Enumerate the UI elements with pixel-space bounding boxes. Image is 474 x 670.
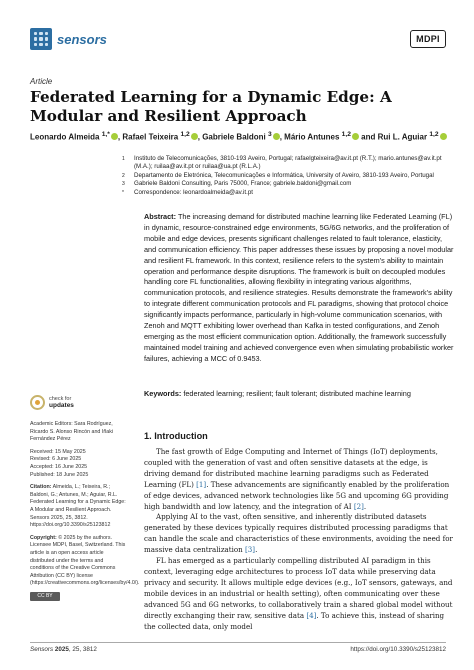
updates-label — [49, 396, 74, 409]
paragraph: Applying AI to the vast, often sensitive, and inherently distributed datasets generated by these devices typically requires distributed processing paradigms that can handle the scale and characteristics of these environments, avoiding the need for massive data centralization [3]. — [144, 512, 453, 555]
paragraph: FL has emerged as a particularly compelling distributed AI paradigm in this context, leveraging edge architectures to process IoT data while preserving data privacy and security. It allows multiple edge devices (e.g., IoT sensors, gateways, and mobile devices in an industrial or health setting), often communicating over these advanced 5G and 6G networks, to collaboratively train a shared global model without directly exchanging their raw, sensitive data [4]. To achieve this, instead of sharing the collected data, only model — [144, 556, 453, 631]
affiliation-number: * — [122, 189, 124, 196]
affiliation-item — [122, 155, 452, 172]
keywords-text: federated learning; resilient; fault tolerant; distributed machine learning — [183, 389, 411, 398]
copyright-text[interactable]: © 2025 by the authors. Licensee MDPI, Basel, Switzerland. This article is an open access article distributed under the terms and conditions of the Creative Commons Attribution (CC BY) license (https://creativecommons.org/licenses/by/4.0/). — [30, 534, 140, 587]
orcid-icon[interactable] — [111, 133, 118, 140]
abstract — [144, 212, 454, 365]
author-affil-sup: 1,* — [101, 131, 110, 138]
published-date: Published: 18 June 2025 — [30, 471, 89, 478]
journal-name: sensors — [57, 31, 107, 47]
affiliation-number: 3 — [122, 181, 125, 188]
author-list: Leonardo Almeida $^{1,*}$ , Rafael Teixeira $^{1,2}$ , Gabriele Baldoni $^3$ , Mário Antunes $^{1,2}$ and Rui L. Aguiar $^{1,2}$ — [30, 129, 450, 143]
check-for-updates-badge[interactable] — [30, 395, 74, 410]
abstract-label: Abstract: — [144, 212, 177, 221]
cc-license-icon[interactable]: CC BY — [30, 592, 60, 601]
received-date: Received: 15 May 2025 — [30, 448, 86, 455]
footer-doi-link[interactable]: https://doi.org/10.3390/s25123812 — [350, 646, 446, 653]
affiliation-text: Departamento de Eletrónica, Telecomunicações e Informática, University of Aveiro, 3810-193 Aveiro, Portugal — [134, 171, 434, 179]
keywords-label: Keywords: — [144, 389, 182, 398]
citation — [30, 484, 128, 530]
author-affil-sup: 1,2 — [341, 131, 351, 138]
footer-citation: Sensors 2025, 25, 3812 — [30, 646, 97, 653]
author-name[interactable]: Rui L. Aguiar — [377, 132, 428, 142]
keywords — [144, 389, 454, 399]
orcid-icon[interactable] — [191, 133, 198, 140]
citation-link[interactable]: [1] — [196, 479, 207, 489]
accepted-date: Accepted: 16 June 2025 — [30, 463, 88, 470]
affiliation-item — [122, 180, 452, 188]
citation-text[interactable]: Almeida, L.; Teixeira, R.; Baldoni, G.; Antunes, M.; Aguiar, R.L. Federated Learning for a Dynamic Edge: A Modular and Resilient Approach. Sensors 2025, 25, 3812. https://doi.org/10.3390/s25123812 — [30, 484, 126, 529]
article-info-sidebar — [30, 421, 140, 601]
affiliation-text: Instituto de Telecomunicações, 3810-193 Aveiro, Portugal; rafaelgteixeira@av.it.pt (R.T.); mario.antunes@av.it.pt (M.A.); ruilaa@av.it.pt or ruilaa@ua.pt (R.L.A.) — [134, 155, 442, 171]
affiliations — [122, 155, 452, 197]
citation-link[interactable]: [3] — [245, 545, 256, 555]
section-heading: 1. Introduction — [144, 431, 208, 441]
author-name[interactable]: Mário Antunes — [284, 132, 340, 142]
citation-link[interactable]: [2] — [353, 501, 364, 511]
paragraph: The fast growth of Edge Computing and Internet of Things (IoT) deployments, coupled with the generation of vast and often sensitive datasets at the edge, is driving demand for distributed machine learning paradigms such as Federated Learning (FL) [1]. These advancements are significantly enabled by the proliferation of edge devices, advanced network technologies like 5G and upcoming 6G providing high bandwidth and low latency, and the integration of AI [2]. — [144, 447, 450, 511]
orcid-icon[interactable] — [273, 133, 280, 140]
citation-link[interactable]: [4] — [306, 610, 317, 620]
copyright-label: Copyright: — [30, 534, 57, 541]
update-check-icon — [30, 395, 45, 410]
journal-logo[interactable] — [30, 28, 107, 50]
introduction-body — [144, 447, 454, 632]
revised-date: Revised: 6 June 2025 — [30, 456, 82, 463]
affiliation-item — [122, 172, 452, 180]
orcid-icon[interactable] — [352, 133, 359, 140]
author-name[interactable]: Rafael Teixeira — [122, 132, 179, 142]
author-name[interactable]: Leonardo Almeida — [30, 132, 100, 142]
correspondence-text[interactable]: Correspondence: leonardoalmeida@av.it.pt — [134, 188, 253, 196]
affiliation-item — [122, 189, 452, 197]
orcid-icon[interactable] — [440, 133, 447, 140]
article-title: Federated Learning for a Dynamic Edge: A Modular and Resilient Approach — [30, 88, 392, 125]
sensors-logo-icon — [30, 28, 52, 50]
updates-line2: updates — [49, 401, 74, 409]
academic-editors: Academic Editors: Sara Rodríguez, Ricardo S. Alonso Rincón and Iñaki Fernández Pérez — [30, 421, 114, 443]
author-affil-sup: 1,2 — [180, 131, 190, 138]
affiliation-number: 1 — [122, 156, 125, 162]
author-affil-sup: 1,2 — [429, 131, 439, 138]
affiliation-number: 2 — [122, 172, 125, 179]
page-footer — [30, 642, 446, 653]
author-name[interactable]: Gabriele Baldoni — [202, 132, 266, 142]
author-affil-sup: 3 — [268, 131, 272, 138]
updates-line1: check for — [49, 396, 72, 402]
affiliation-text: Gabriele Baldoni Consulting, Paris 75000, France; gabriele.baldoni@gmail.com — [134, 180, 352, 188]
publisher-logo[interactable]: MDPI — [410, 30, 446, 48]
abstract-text: The increasing demand for distributed machine learning like Federated Learning (FL) in dynamic, resource-constrained edge environments, 5G/6G networks, and the proliferation of mobile and edge devices, presents significant challenges related to fault tolerance, elasticity, and communication efficiency. This paper addresses these issues by proposing a novel modular and resilient FL framework. In this context, resilience refers to the system's ability to maintain operation and performance despite disruptions. The framework is built on decoupled modules handling core FL functionalities, allowing flexibility in integrating various algorithms, communication protocols, and resilience strategies. Results demonstrate the framework's ability to integrate different communication protocols and FL paradigms, showing that protocol choice significantly impacts performance, particularly in high-volume communication scenarios, with Zenoh and MQTT exhibiting lower overhead than Kafka in tested configurations, and Zenoh emerging as the most efficient communication option. Additionally, the framework successfully maintained model training and achieved convergence even when simulating probabilistic worker failures, achieving a MCC of 0.9453. — [144, 212, 454, 363]
citation-label: Citation: — [30, 484, 52, 491]
copyright — [30, 534, 140, 588]
article-type: Article — [30, 77, 53, 86]
